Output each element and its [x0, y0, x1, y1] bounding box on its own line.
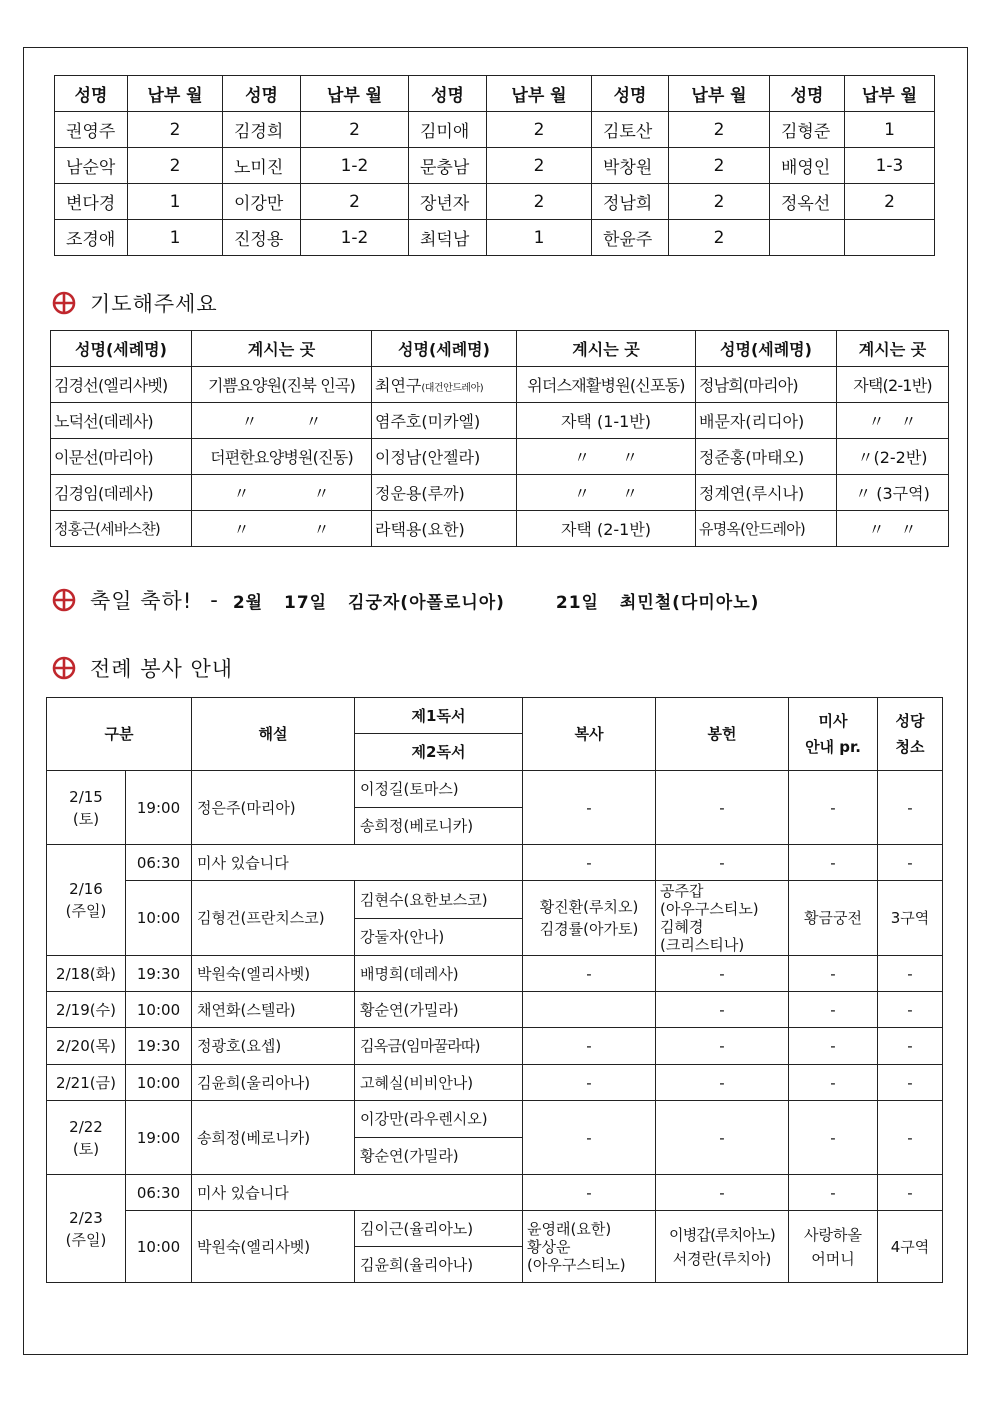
table-row	[51, 511, 949, 547]
time-cell: 10:00	[126, 992, 192, 1028]
offering-cell	[656, 1211, 789, 1283]
usher-cell: -	[789, 1101, 878, 1175]
server-cell: -	[523, 1028, 656, 1065]
cleaning-cell: -	[878, 771, 943, 845]
header-commentary: 해설	[192, 698, 355, 771]
offering-cell: -	[656, 1101, 789, 1175]
usher-cell: -	[789, 1065, 878, 1101]
dues-month	[845, 220, 935, 256]
prayer-name: 염주호(미카엘)	[372, 403, 517, 439]
offering-line: 공주갑	[660, 882, 704, 900]
cleaning-cell: -	[878, 1175, 943, 1211]
date-text: 2/15	[69, 787, 103, 806]
commentary-cell: 송희정(베로니카)	[192, 1101, 355, 1175]
dues-month: 1	[128, 184, 223, 220]
cross-circle-icon	[52, 656, 76, 680]
prayer-table	[50, 330, 949, 547]
feast-section	[52, 585, 773, 615]
reader1-cell: 배명희(데레사)	[355, 956, 523, 992]
dues-month: 2	[128, 148, 223, 184]
feast-name: 최민철(다미아노)	[619, 592, 760, 613]
prayer-section-title	[52, 288, 218, 318]
dues-name: 장년자	[409, 184, 487, 220]
dues-name: 조경애	[55, 220, 128, 256]
commentary-cell: 김윤희(울리아나)	[192, 1065, 355, 1101]
date-text: 2/22	[69, 1117, 103, 1136]
cleaning-cell: 3구역	[878, 881, 943, 956]
feast-list	[233, 588, 774, 613]
prayer-name: 유명옥(안드레아)	[696, 511, 837, 547]
prayer-place: 〃 (3구역)	[837, 475, 949, 511]
header-category: 구분	[47, 698, 192, 771]
prayer-header: 계시는 곳	[192, 331, 372, 367]
dues-month: 2	[301, 112, 409, 148]
dues-name: 김형준	[770, 112, 845, 148]
dues-name: 최덕남	[409, 220, 487, 256]
dues-month: 2	[669, 184, 770, 220]
prayer-name	[372, 367, 517, 403]
prayer-place: 자택 (1-1반)	[517, 403, 696, 439]
dues-name: 진정용	[223, 220, 301, 256]
dues-name: 변다경	[55, 184, 128, 220]
offering-cell: -	[656, 845, 789, 881]
header-usher	[789, 698, 878, 771]
header-offering: 봉헌	[656, 698, 789, 771]
dues-month: 1-3	[845, 148, 935, 184]
dues-month: 1	[845, 112, 935, 148]
dues-name: 배영인	[770, 148, 845, 184]
prayer-name: 라택용(요한)	[372, 511, 517, 547]
dues-month: 1-2	[301, 220, 409, 256]
prayer-name: 이문선(마리아)	[51, 439, 192, 475]
commentary-cell: 채연화(스텔라)	[192, 992, 355, 1028]
commentary-cell: 정광호(요셉)	[192, 1028, 355, 1065]
dues-month: 1	[128, 220, 223, 256]
table-row	[51, 475, 949, 511]
reader2-cell: 강둘자(안나)	[355, 919, 523, 956]
date-cell	[47, 1175, 126, 1283]
reader2-cell: 황순연(가밀라)	[355, 1138, 523, 1175]
cross-circle-icon	[52, 588, 76, 612]
reader1-cell: 고혜실(비비안나)	[355, 1065, 523, 1101]
usher-cell: -	[789, 956, 878, 992]
usher-line: 어머니	[811, 1249, 855, 1268]
table-row	[47, 1101, 943, 1138]
server-cell: -	[523, 1175, 656, 1211]
table-row	[47, 881, 943, 919]
feast-day: 17일	[284, 592, 328, 613]
dues-name: 정남희	[592, 184, 669, 220]
weekday-text: (토)	[72, 809, 100, 828]
dues-month: 2	[487, 184, 592, 220]
feast-dash: -	[210, 588, 219, 612]
table-row	[51, 367, 949, 403]
usher-cell: -	[789, 1028, 878, 1065]
header-server: 복사	[523, 698, 656, 771]
dues-month: 1	[487, 220, 592, 256]
header-cleaning-line: 청소	[895, 738, 925, 756]
dues-name: 김미애	[409, 112, 487, 148]
feast-title: 축일 축하!	[90, 589, 193, 613]
table-row	[55, 148, 935, 184]
date-text: 2/23	[69, 1208, 103, 1227]
dues-header: 납부 월	[301, 76, 409, 112]
offering-cell: -	[656, 992, 789, 1028]
liturgy-title: 전례 봉사 안내	[90, 657, 234, 681]
feast-month: 2월	[232, 592, 264, 613]
prayer-title: 기도해주세요	[90, 292, 218, 316]
date-cell	[47, 1101, 126, 1175]
table-row	[47, 956, 943, 992]
weekday-text: (토)	[72, 1139, 100, 1158]
table-row	[47, 992, 943, 1028]
header-cleaning	[878, 698, 943, 771]
prayer-place: 위더스재활병원(신포동)	[517, 367, 696, 403]
table-row	[55, 184, 935, 220]
offering-line: 김혜경	[660, 918, 704, 936]
reader1-cell: 김옥금(임마꿀라따)	[355, 1028, 523, 1065]
prayer-name: 정남희(마리아)	[696, 367, 837, 403]
table-row	[51, 439, 949, 475]
dues-header: 납부 월	[487, 76, 592, 112]
offering-cell: -	[656, 1065, 789, 1101]
feast-name: 김궁자(아폴로니아)	[348, 592, 505, 613]
prayer-name: 이정남(안젤라)	[372, 439, 517, 475]
server-cell: -	[523, 1101, 656, 1175]
dues-header: 납부 월	[128, 76, 223, 112]
dues-header: 성명	[592, 76, 669, 112]
time-cell: 10:00	[126, 1211, 192, 1283]
time-cell: 19:30	[126, 1028, 192, 1065]
dues-name: 정옥선	[770, 184, 845, 220]
prayer-place: 자택 (2-1반)	[517, 511, 696, 547]
server-cell	[523, 881, 656, 956]
reader1-cell: 황순연(가밀라)	[355, 992, 523, 1028]
server-cell	[523, 1211, 656, 1283]
offering-cell: -	[656, 1175, 789, 1211]
prayer-header: 성명(세례명)	[372, 331, 517, 367]
server-name: (아우구스티노)	[527, 1255, 626, 1274]
header-reader1: 제1독서	[355, 698, 523, 734]
time-cell: 19:00	[126, 771, 192, 845]
prayer-header: 계시는 곳	[517, 331, 696, 367]
offering-line: (아우구스티노)	[660, 900, 759, 918]
prayer-place: 〃 〃	[837, 403, 949, 439]
reader1-cell: 이강만(라우렌시오)	[355, 1101, 523, 1138]
table-row	[47, 845, 943, 881]
usher-line: 사랑하올	[804, 1225, 862, 1244]
dues-table	[54, 75, 935, 256]
header-usher-line: 미사	[818, 712, 848, 730]
reader1-cell: 이정길(토마스)	[355, 771, 523, 808]
dues-month: 2	[487, 112, 592, 148]
reader1-cell: 김이근(율리아노)	[355, 1211, 523, 1247]
time-cell: 06:30	[126, 1175, 192, 1211]
dues-name: 권영주	[55, 112, 128, 148]
dues-header: 성명	[223, 76, 301, 112]
server-cell: -	[523, 1065, 656, 1101]
dues-name: 이강만	[223, 184, 301, 220]
mass-note: 미사 있습니다	[192, 1175, 523, 1211]
header-cleaning-line: 성당	[895, 712, 925, 730]
date-cell: 2/19(수)	[47, 992, 126, 1028]
cleaning-cell: 4구역	[878, 1211, 943, 1283]
dues-name: 김토산	[592, 112, 669, 148]
liturgy-table	[46, 697, 943, 1283]
dues-name: 박창원	[592, 148, 669, 184]
usher-cell: -	[789, 1175, 878, 1211]
date-text: 2/16	[69, 880, 103, 898]
reader2-cell: 송희정(베로니카)	[355, 808, 523, 845]
prayer-place: 〃 〃	[192, 511, 372, 547]
offering-cell: -	[656, 956, 789, 992]
commentary-cell: 박원숙(엘리사벳)	[192, 1211, 355, 1283]
dues-month: 2	[301, 184, 409, 220]
prayer-name: 정운용(루까)	[372, 475, 517, 511]
server-cell: -	[523, 845, 656, 881]
dues-name	[770, 220, 845, 256]
server-cell: -	[523, 956, 656, 992]
prayer-header: 계시는 곳	[837, 331, 949, 367]
offering-cell: -	[656, 771, 789, 845]
dues-name: 남순악	[55, 148, 128, 184]
feast-day: 21일	[555, 592, 599, 613]
prayer-name: 정준홍(마태오)	[696, 439, 837, 475]
dues-header-row	[55, 76, 935, 112]
offering-cell	[656, 881, 789, 956]
server-cell	[523, 992, 656, 1028]
offering-line: (크리스티나)	[660, 936, 745, 954]
commentary-cell: 박원숙(엘리사벳)	[192, 956, 355, 992]
prayer-place: 〃 〃	[192, 403, 372, 439]
prayer-header: 성명(세례명)	[51, 331, 192, 367]
offering-line: 서경란(루치아)	[672, 1249, 772, 1268]
date-cell: 2/18(화)	[47, 956, 126, 992]
date-cell	[47, 771, 126, 845]
dues-header: 납부 월	[845, 76, 935, 112]
cleaning-cell: -	[878, 1065, 943, 1101]
header-usher-line: 안내 pr.	[805, 738, 861, 756]
date-cell: 2/21(금)	[47, 1065, 126, 1101]
dues-name: 김경희	[223, 112, 301, 148]
header-reader2: 제2독서	[355, 734, 523, 771]
prayer-place: 〃 〃	[837, 511, 949, 547]
dues-header: 성명	[770, 76, 845, 112]
time-cell: 10:00	[126, 1065, 192, 1101]
dues-month: 2	[669, 148, 770, 184]
time-cell: 06:30	[126, 845, 192, 881]
prayer-place: 〃 〃	[517, 439, 696, 475]
date-cell: 2/20(목)	[47, 1028, 126, 1065]
prayer-name-baptismal: (대건안드레아)	[421, 383, 484, 394]
prayer-name: 정계연(루시나)	[696, 475, 837, 511]
prayer-header-row	[51, 331, 949, 367]
prayer-place: 자택(2-1반)	[837, 367, 949, 403]
server-name: 황상운	[527, 1237, 571, 1256]
dues-name: 한윤주	[592, 220, 669, 256]
cleaning-cell: -	[878, 956, 943, 992]
dues-month: 1-2	[301, 148, 409, 184]
dues-month: 2	[128, 112, 223, 148]
cross-circle-icon	[52, 291, 76, 315]
time-cell: 19:30	[126, 956, 192, 992]
table-row	[55, 112, 935, 148]
prayer-place: 〃 〃	[517, 475, 696, 511]
dues-header: 성명	[409, 76, 487, 112]
commentary-cell: 김형건(프란치스코)	[192, 881, 355, 956]
weekday-text: (주일)	[65, 902, 107, 920]
dues-month: 2	[669, 112, 770, 148]
table-row	[47, 771, 943, 808]
time-cell: 19:00	[126, 1101, 192, 1175]
dues-month: 2	[845, 184, 935, 220]
cleaning-cell: -	[878, 845, 943, 881]
dues-name: 문충남	[409, 148, 487, 184]
dues-name: 노미진	[223, 148, 301, 184]
usher-cell: 황금궁전	[789, 881, 878, 956]
offering-cell: -	[656, 1028, 789, 1065]
mass-note: 미사 있습니다	[192, 845, 523, 881]
weekday-text: (주일)	[65, 1230, 107, 1249]
prayer-header: 성명(세례명)	[696, 331, 837, 367]
commentary-cell: 정은주(마리아)	[192, 771, 355, 845]
reader1-cell: 김현수(요한보스코)	[355, 881, 523, 919]
usher-cell	[789, 1211, 878, 1283]
table-row	[47, 1065, 943, 1101]
date-cell	[47, 845, 126, 956]
dues-header: 성명	[55, 76, 128, 112]
table-row	[47, 1028, 943, 1065]
prayer-name: 배문자(리디아)	[696, 403, 837, 439]
prayer-place: 〃(2-2반)	[837, 439, 949, 475]
prayer-place: 더편한요양병원(진동)	[192, 439, 372, 475]
table-row	[55, 220, 935, 256]
prayer-name: 김경임(데레사)	[51, 475, 192, 511]
liturgy-header-row	[47, 698, 943, 734]
cleaning-cell: -	[878, 1028, 943, 1065]
server-name: 황진환(루치오)	[539, 898, 639, 916]
reader2-cell: 김윤희(율리아나)	[355, 1247, 523, 1283]
offering-line: 이병갑(루치아노)	[669, 1225, 775, 1244]
prayer-name-main: 최연구	[375, 376, 422, 395]
usher-cell: -	[789, 771, 878, 845]
cleaning-cell: -	[878, 992, 943, 1028]
liturgy-section-title	[52, 653, 233, 683]
cleaning-cell: -	[878, 1101, 943, 1175]
usher-cell: -	[789, 992, 878, 1028]
time-cell: 10:00	[126, 881, 192, 956]
server-name: 김경률(아가토)	[539, 920, 639, 938]
server-name: 윤영래(요한)	[527, 1219, 612, 1238]
prayer-name: 김경선(엘리사벳)	[51, 367, 192, 403]
dues-header: 납부 월	[669, 76, 770, 112]
prayer-name: 노덕선(데레사)	[51, 403, 192, 439]
server-cell: -	[523, 771, 656, 845]
table-row	[51, 403, 949, 439]
dues-month: 2	[487, 148, 592, 184]
table-row	[47, 1175, 943, 1211]
table-row	[47, 1211, 943, 1247]
dues-month: 2	[669, 220, 770, 256]
prayer-name: 정홍근(세바스챤)	[51, 511, 192, 547]
prayer-place: 〃 〃	[192, 475, 372, 511]
prayer-place: 기쁨요양원(진북 인곡)	[192, 367, 372, 403]
usher-cell: -	[789, 845, 878, 881]
